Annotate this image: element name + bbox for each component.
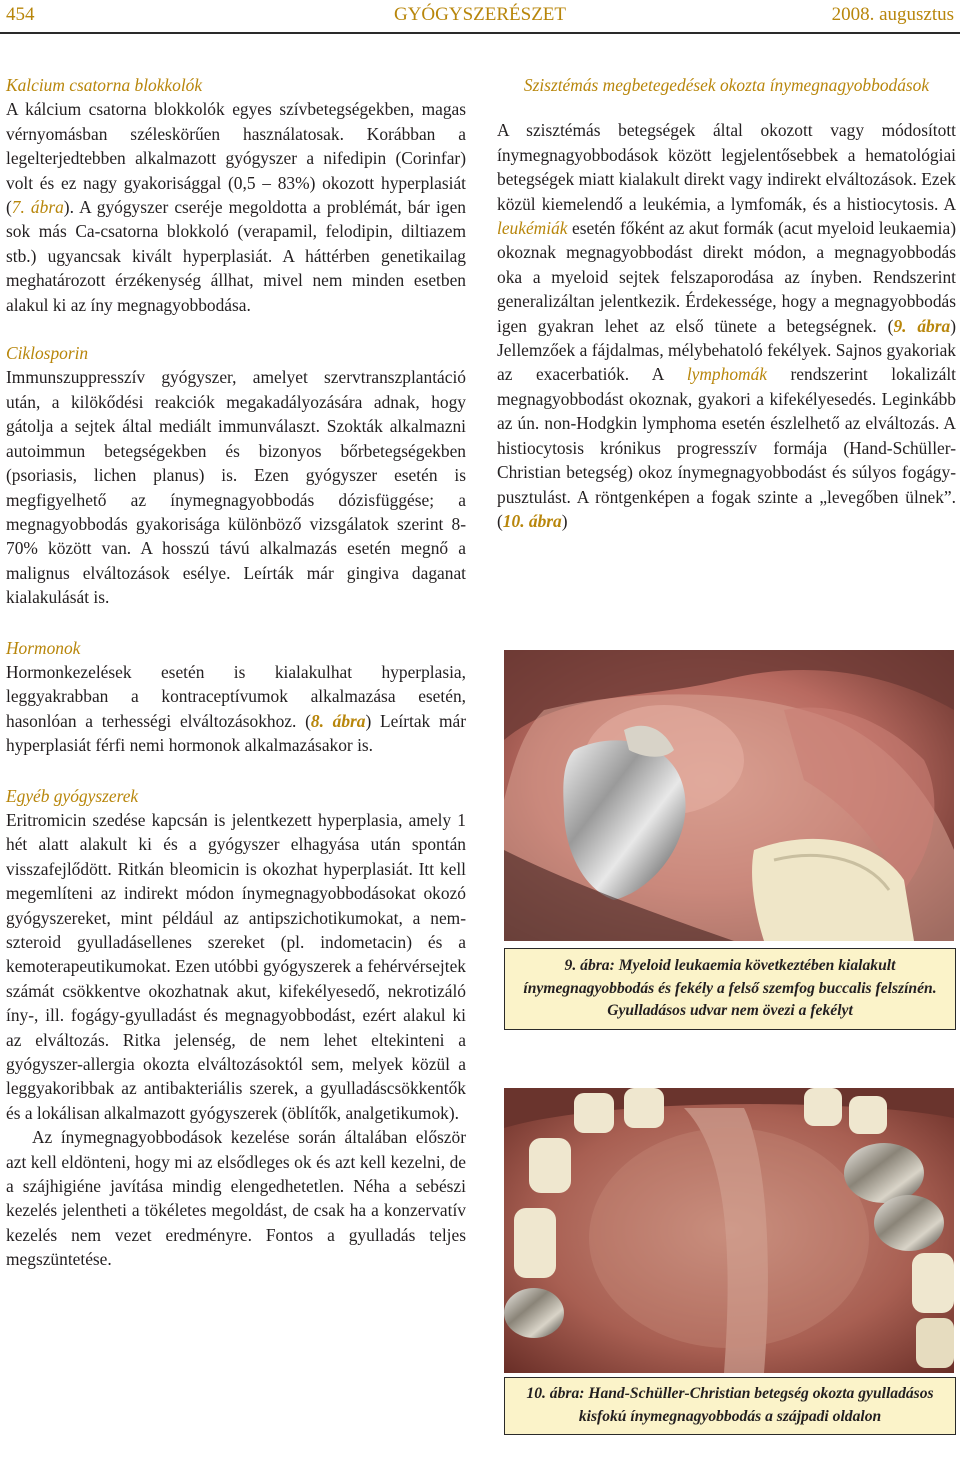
term-lymphoma: lymphomák (686, 364, 767, 385)
paragraph-ciklosporin: Immunszuppresszív gyógyszer, amelyet szervtranszplantáció után, a kilökődési reakciók megakadályozására adnak, hogy gátolja a sejtek által mediált immunválaszt. Szokták alkalmazni autoimmun betegségekben és bizonyos bőrbetegségekben (psoriasis, lichen planus) is. Ezen gyógyszer esetén is megfigyelhető az ínymegnagyobbodás dózisfüggése; a megnagyobbodás gyakorisága különböző vizsgálatok szerint 8-70% között van. A hosszú távú alkalmazás esetén megnő a malignus elváltozások esélye. Leírták már gingiva daganat kialakulását is. (6, 367, 466, 608)
journal-title: GYÓGYSZERÉSZET (393, 4, 567, 25)
paragraph-systemic (497, 118, 956, 533)
paragraph-systemic-text-3: ) Jellemzőek a fájdalmas, mélybehatoló fekélyek. Sajnos gyakoriak az exacerbatiók. A (497, 315, 956, 385)
section-egyeb (6, 784, 466, 1272)
figure-9-caption: 9. ábra: Myeloid leukaemia következtében kialakult ínymegnagyobbodás és fekély a felső szemfog buccalis felszínén. Gyulladásos udvar nem övezi a fekélyt (504, 948, 956, 1030)
section-calcium (6, 73, 466, 317)
term-leukemia: leukémiák (497, 218, 568, 239)
paragraph-systemic-text-4: rendszerint lokalizált megnagyobbodást okoznak, gyakori a kifekélyesedés. Leginkább az ún. non-Hodgkin lymphoma esetén észlelhető az elváltozás. A histiocytosis krónikus progresszív formája (Hand-Schüller-Christian betegség) okoz ínymegnagyobbodást és súlyos fogágy-pusztulást. A röntgenképen a fogak szinte a „levegőben ülnek”. ( (497, 364, 956, 531)
paragraph-systemic-text-2: esetén főként az akut formák (acut myeloid leukaemia) okoznak megnagyobbodást direkt módon, a megnagyobbodás oka a myeloid sejtek felszaporodása az ínyben. Rendszerint generalizáltan jelentkezik. Érdekessége, hogy a megnagyobbodás igen gyakran lehet az első tünete a betegségnek. ( (497, 218, 956, 336)
figure-10-photo (504, 1088, 954, 1373)
paragraph-systemic-text-5: ) (561, 510, 568, 531)
section-heading-egyeb: Egyéb gyógyszerek (6, 785, 139, 806)
left-column (6, 73, 466, 1272)
paragraph-egyeb: Eritromicin szedése kapcsán is jelentkezett hyperplasia, amely 1 hét alatt alakult ki és a gyógyszer elhagyása után spontán visszafejlődött. Ritkán bleomicin is okozhat hyperplasiát. Itt kell megemlíteni az indirekt módon ínymegnagyobbodásokat okozó gyógyszereket, mint például az antipszichotikumokat, a nem-szteroid gyulladásellenes szereket (pl. indometacin) és a kemoterapeutikumokat. Ezen utóbbi gyógyszerek a fehérvérsejtek számát csökkentve okozhatnak akut, kifekélyesedő, nekrotizáló íny-, ill. fogágy-gyulladást és megnagyobbodást, ezért alakul ki az elváltozás. Ritka jelenség, de nem lehet eltekinteni a gyógyszer-allergia okozta elváltozásoktól sem, melyek közül a leggyakoribbak az antibakteriális szerek, a gyulladáscsökkentők és a lokálisan alkalmazott gyógyszerek (öblítők, analgetikumok). (6, 809, 466, 1123)
figure-ref-8: 8. ábra (310, 710, 366, 731)
issue-date: 2008. augusztus (831, 4, 954, 25)
paragraph-hormonok (6, 660, 466, 758)
figure-ref-9: 9. ábra (893, 315, 951, 336)
paragraph-closing: Az ínymegnagyobbodások kezelése során általában először azt kell eldönteni, hogy mi az elsődleges ok és azt kell kezelni, de a szájhigiéne javítása mindig elengedhetetlen. Néha a sebészi kezelés jelentheti a tökéletes megoldást, de csak ha a konzervatív kezelés nem vezet eredményre. Fontos a gyulladás teljes megszüntetése. (6, 1127, 466, 1270)
paragraph-hormonok-text-1: Hormonkezelések esetén is kialakulhat hyperplasia, leggyakrabban a kontraceptívumok alkalmazása esetén, hasonlóan a terhességi elváltozásokhoz. ( (6, 661, 466, 731)
right-column (497, 73, 956, 533)
paragraph-calcium-text-2: ). A gyógyszer cseréje megoldotta a problémát, bár igen sok más Ca-csatorna blokkoló (verapamil, felodipin, diltiazem stb.) ugyancsak kivált hyperplasiát. A háttérben genetikailag meghatározott érzékenység állhat, mivel nem minden esetben alakul ki az íny megnagyobbodása. (6, 197, 466, 315)
section-heading-calcium: Kalcium csatorna blokkolók (6, 75, 203, 95)
section-heading-ciklosporin: Ciklosporin (6, 343, 89, 364)
figure-ref-10: 10. ábra (502, 510, 562, 531)
figure-ref-7: 7. ábra (11, 197, 64, 218)
section-hormonok (6, 636, 466, 758)
page-number: 454 (6, 4, 35, 25)
section-heading-hormonok: Hormonok (6, 637, 81, 658)
figure-10-caption: 10. ábra: Hand-Schüller-Christian betegség okozta gyulladásos kisfokú ínymegnagyobbodás a szájpadi oldalon (504, 1377, 956, 1435)
section-heading-systemic: Szisztémás megbetegedések okozta ínymegnagyobbodások (523, 75, 930, 95)
paragraph-hormonok-text-2: ) Leírtak már hyperplasiát férfi nemi hormonok alkalmazásakor is. (6, 710, 467, 756)
paragraph-calcium (6, 97, 466, 317)
paragraph-systemic-text-1: A szisztémás betegségek által okozott vagy módosított ínymegnagyobbodások között legjelentősebbek a hematológiai betegségek miatt kialakult direkt vagy indirekt elváltozások. Ezek közül kiemelendő a leukémia, a lymfomák, és a histiocytosis. A (497, 120, 956, 214)
header-rule (0, 32, 960, 34)
figure-9-photo (504, 650, 954, 941)
section-ciklosporin (6, 341, 466, 609)
paragraph-calcium-text-1: A kálcium csatorna blokkolók egyes szívbetegségekben, magas vérnyomásban széleskörűen használatosak. Korábban a legelterjedtebben alkalmazott gyógyszer a nifedipin (Corinfar) volt és ez nagy gyakorisággal (0,5 – 83%) okozott hyperplasiát ( (6, 99, 466, 218)
page-header (0, 0, 960, 40)
